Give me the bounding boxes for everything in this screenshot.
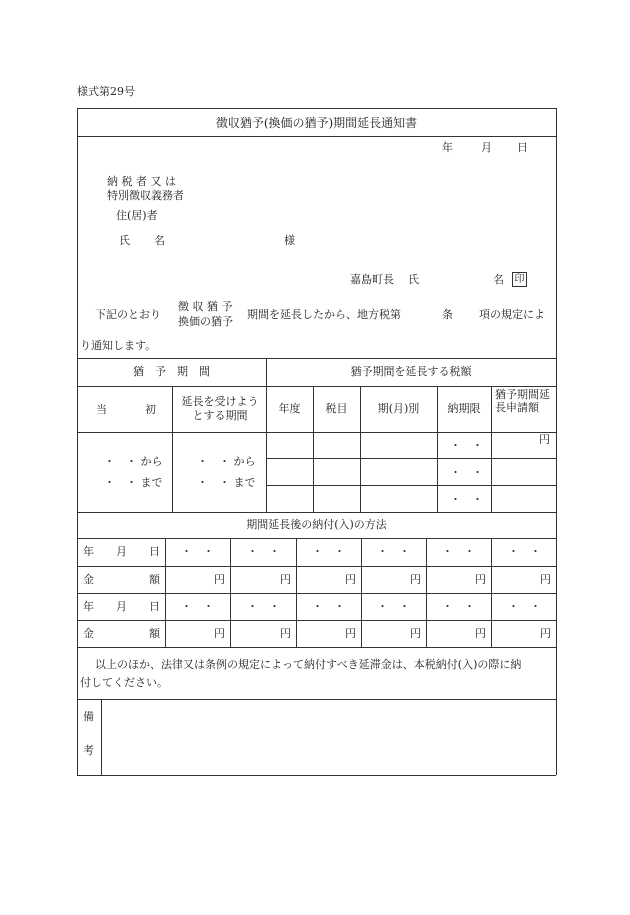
- notice-line2: 付してください。: [80, 676, 168, 689]
- pay-amount-label-b-2: 額: [149, 627, 160, 640]
- payment-vline-label: [165, 538, 166, 647]
- address-label: 住(居)者: [116, 209, 158, 222]
- payment-method-title: 期間延長後の納付(入)の方法: [246, 518, 387, 532]
- taxpayer-label-line2: 特別徴収義務者: [107, 189, 184, 202]
- issuer-name-label-1: 氏: [408, 273, 419, 286]
- remarks-label-1: 備: [83, 710, 94, 723]
- table-row-line-2: [266, 485, 556, 486]
- deadline-dots-2: ・ ・: [450, 466, 483, 479]
- date-day-label: 日: [517, 141, 528, 154]
- pay-yen-2-3: 円: [345, 573, 356, 586]
- pay-date-dots-3-1: ・ ・: [181, 600, 214, 613]
- body-option-2: 換価の猶予: [178, 315, 233, 328]
- notice-bottom: [77, 699, 556, 700]
- col-extension-period: 延長を受けようとする期間: [181, 395, 259, 422]
- name-label-1: 氏: [119, 234, 130, 247]
- body-prefix: 下記のとおり: [95, 308, 161, 321]
- pay-yen-2-4: 円: [410, 573, 421, 586]
- deadline-dots-1: ・ ・: [450, 439, 483, 452]
- payment-bottom: [77, 647, 556, 648]
- date-year-label: 年: [442, 141, 453, 154]
- issuer-name-label-2: 名: [493, 273, 504, 286]
- remarks-divider: [101, 699, 102, 775]
- payment-row-line-3: [77, 620, 556, 621]
- pay-yen-2-1: 円: [214, 573, 225, 586]
- pay-yen-4-6: 円: [540, 627, 551, 640]
- pay-amount-label-b-1: 額: [149, 573, 160, 586]
- extension-to: ・ ・ まで: [197, 476, 256, 489]
- body-line2: り通知します。: [80, 339, 157, 352]
- notice-line1: 以上のほか、法律又は条例の規定によって納付すべき延滞金は、本税納付(入)の際に納: [95, 658, 522, 671]
- pay-date-label-year-2: 年: [83, 600, 94, 613]
- payment-vline-4: [426, 538, 427, 647]
- pay-date-dots-3-2: ・ ・: [247, 600, 280, 613]
- payment-vline-1: [230, 538, 231, 647]
- remarks-field[interactable]: [106, 702, 552, 772]
- pay-date-dots-3-6: ・ ・: [508, 600, 541, 613]
- pay-yen-4-3: 円: [345, 627, 356, 640]
- form-number: 様式第29号: [77, 85, 135, 98]
- pay-date-dots-1-5: ・ ・: [442, 545, 475, 558]
- issuer-title: 嘉島町長: [350, 273, 394, 286]
- remarks-label-2: 考: [83, 744, 94, 757]
- pay-date-label-month-1: 月: [116, 545, 127, 558]
- col-original-1: 当: [96, 403, 107, 416]
- date-month-label: 月: [481, 141, 492, 154]
- frame-left: [77, 108, 78, 775]
- request-yen-unit: 円: [539, 433, 550, 446]
- body-paragraph-suffix: 項の規定によ: [479, 308, 545, 321]
- seal-mark: 印: [512, 272, 527, 287]
- col-term: 期(月)別: [377, 402, 420, 416]
- payment-vline-3: [361, 538, 362, 647]
- pay-date-label-month-2: 月: [116, 600, 127, 613]
- header-extension-amount: 猶予期間を延長する税額: [350, 365, 472, 379]
- form-title: 徴収猶予(換価の猶予)期間延長通知書: [215, 116, 418, 130]
- payment-vline-5: [491, 538, 492, 647]
- pay-amount-label-a-1: 金: [83, 573, 94, 586]
- pay-date-dots-1-2: ・ ・: [247, 545, 280, 558]
- pay-yen-4-1: 円: [214, 627, 225, 640]
- pay-yen-4-4: 円: [410, 627, 421, 640]
- table-vline-original: [172, 386, 173, 512]
- payment-row-line-2: [77, 593, 556, 594]
- original-from: ・ ・ から: [104, 455, 163, 468]
- pay-date-dots-3-4: ・ ・: [377, 600, 410, 613]
- original-to: ・ ・ まで: [104, 476, 163, 489]
- extension-from: ・ ・ から: [197, 455, 256, 468]
- pay-date-label-day-1: 日: [149, 545, 160, 558]
- deadline-dots-3: ・ ・: [450, 493, 483, 506]
- title-divider: [77, 136, 556, 137]
- body-article: 条: [442, 308, 453, 321]
- table-row-line-1: [266, 458, 556, 459]
- table-subheader-divider: [77, 432, 556, 433]
- name-label-2: 名: [154, 234, 165, 247]
- honorific: 様: [284, 234, 295, 247]
- pay-date-dots-1-1: ・ ・: [181, 545, 214, 558]
- pay-yen-2-2: 円: [280, 573, 291, 586]
- payment-vline-2: [296, 538, 297, 647]
- col-original-2: 初: [145, 403, 156, 416]
- body-option-1: 徴 収 猶 予: [178, 300, 233, 313]
- pay-yen-4-5: 円: [475, 627, 486, 640]
- pay-yen-2-5: 円: [475, 573, 486, 586]
- body-middle: 期間を延長したから、地方税第: [247, 308, 401, 321]
- col-year: 年度: [278, 402, 301, 416]
- pay-date-dots-1-4: ・ ・: [377, 545, 410, 558]
- payment-title-divider: [77, 538, 556, 539]
- pay-date-dots-3-3: ・ ・: [312, 600, 345, 613]
- col-request-amount: 猶予期間延長申請額: [495, 388, 550, 414]
- pay-yen-4-2: 円: [280, 627, 291, 640]
- payment-row-line-1: [77, 566, 556, 567]
- pay-date-dots-3-5: ・ ・: [442, 600, 475, 613]
- pay-amount-label-a-2: 金: [83, 627, 94, 640]
- col-deadline: 納期限: [447, 402, 481, 416]
- pay-date-label-day-2: 日: [149, 600, 160, 613]
- frame-bottom: [77, 775, 556, 776]
- frame-top: [77, 108, 556, 109]
- frame-right: [556, 108, 557, 775]
- pay-date-dots-1-6: ・ ・: [508, 545, 541, 558]
- pay-date-dots-1-3: ・ ・: [312, 545, 345, 558]
- pay-yen-2-6: 円: [540, 573, 551, 586]
- table-vline-deadline: [491, 386, 492, 512]
- header-deferral-period: 猶 予 期 間: [133, 365, 210, 379]
- pay-date-label-year-1: 年: [83, 545, 94, 558]
- col-tax-type: 税目: [325, 402, 348, 416]
- taxpayer-label-line1: 納 税 者 又 は: [107, 175, 176, 188]
